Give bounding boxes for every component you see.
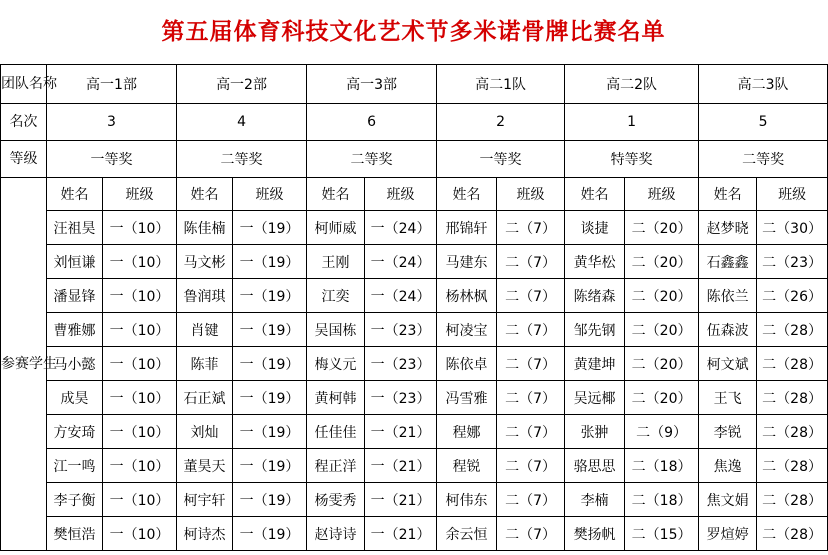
- student-class: 一（19）: [233, 483, 307, 517]
- student-class: 二（26）: [757, 279, 828, 313]
- student-class: 二（20）: [625, 245, 699, 279]
- student-class: 二（18）: [625, 483, 699, 517]
- student-class: 一（10）: [103, 517, 177, 551]
- student-name: 邢锦轩: [437, 211, 497, 245]
- student-name: 樊扬帆: [565, 517, 625, 551]
- name-column-header: 姓名: [307, 178, 365, 211]
- student-class: 一（19）: [233, 415, 307, 449]
- team-rank: 5: [699, 104, 828, 141]
- student-class: 一（10）: [103, 279, 177, 313]
- student-name: 江一鸣: [47, 449, 103, 483]
- student-name: 焦逸: [699, 449, 757, 483]
- student-class: 二（7）: [497, 415, 565, 449]
- student-name: 程正洋: [307, 449, 365, 483]
- student-class: 一（21）: [365, 483, 437, 517]
- student-class: 一（19）: [233, 211, 307, 245]
- student-class: 二（7）: [497, 347, 565, 381]
- student-name: 马文彬: [177, 245, 233, 279]
- student-name: 柯伟东: [437, 483, 497, 517]
- student-name: 骆思思: [565, 449, 625, 483]
- student-class: 一（19）: [233, 381, 307, 415]
- student-class: 一（19）: [233, 347, 307, 381]
- student-class: 二（30）: [757, 211, 828, 245]
- student-class: 一（19）: [233, 313, 307, 347]
- student-name: 石正斌: [177, 381, 233, 415]
- student-class: 二（23）: [757, 245, 828, 279]
- class-column-header: 班级: [365, 178, 437, 211]
- team-grade: 特等奖: [565, 141, 699, 178]
- student-class: 二（28）: [757, 449, 828, 483]
- student-name: 吴远椰: [565, 381, 625, 415]
- table-row: [1, 483, 828, 517]
- student-name: 陈菲: [177, 347, 233, 381]
- team-grade: 二等奖: [307, 141, 437, 178]
- student-name: 董昊天: [177, 449, 233, 483]
- team-grade: 二等奖: [699, 141, 828, 178]
- roster-table: [0, 64, 828, 551]
- student-name: 陈依兰: [699, 279, 757, 313]
- student-name: 杨雯秀: [307, 483, 365, 517]
- student-name: 黄建坤: [565, 347, 625, 381]
- student-name: 谈捷: [565, 211, 625, 245]
- student-class: 二（7）: [497, 449, 565, 483]
- team-name: 高二3队: [699, 65, 828, 104]
- team-name: 高一2部: [177, 65, 307, 104]
- table-row: [1, 415, 828, 449]
- student-name: 张翀: [565, 415, 625, 449]
- student-class: 一（10）: [103, 449, 177, 483]
- table-row: [1, 449, 828, 483]
- team-name: 高一1部: [47, 65, 177, 104]
- student-class: 一（10）: [103, 211, 177, 245]
- student-name: 赵诗诗: [307, 517, 365, 551]
- student-name: 柯凌宝: [437, 313, 497, 347]
- student-class: 一（10）: [103, 245, 177, 279]
- grade-row: [1, 141, 828, 178]
- student-name: 陈佳楠: [177, 211, 233, 245]
- student-name: 焦文娟: [699, 483, 757, 517]
- team-grade: 一等奖: [437, 141, 565, 178]
- student-name: 潘显锋: [47, 279, 103, 313]
- team-rank: 6: [307, 104, 437, 141]
- table-row: [1, 381, 828, 415]
- student-class: 一（24）: [365, 245, 437, 279]
- student-name: 鲁润琪: [177, 279, 233, 313]
- team-grade: 一等奖: [47, 141, 177, 178]
- student-class: 一（21）: [365, 449, 437, 483]
- table-row: [1, 517, 828, 551]
- student-class: 二（7）: [497, 381, 565, 415]
- student-name: 王刚: [307, 245, 365, 279]
- student-name: 陈绪森: [565, 279, 625, 313]
- student-name: 杨林枫: [437, 279, 497, 313]
- student-class: 一（21）: [365, 517, 437, 551]
- student-class: 二（28）: [757, 517, 828, 551]
- class-column-header: 班级: [233, 178, 307, 211]
- class-column-header: 班级: [497, 178, 565, 211]
- table-row: [1, 347, 828, 381]
- student-class: 二（28）: [757, 313, 828, 347]
- name-column-header: 姓名: [47, 178, 103, 211]
- participants-label: 参赛学生: [1, 178, 47, 551]
- student-class: 一（23）: [365, 347, 437, 381]
- student-name: 任佳佳: [307, 415, 365, 449]
- class-column-header: 班级: [625, 178, 699, 211]
- team-label: 团队名称: [1, 65, 47, 104]
- student-name: 程娜: [437, 415, 497, 449]
- student-class: 一（19）: [233, 245, 307, 279]
- student-name: 陈依卓: [437, 347, 497, 381]
- team-rank: 4: [177, 104, 307, 141]
- page-title: 第五届体育科技文化艺术节多米诺骨牌比赛名单: [161, 18, 666, 45]
- student-name: 余云恒: [437, 517, 497, 551]
- student-name: 马建东: [437, 245, 497, 279]
- student-name: 樊恒浩: [47, 517, 103, 551]
- table-body: [1, 65, 828, 551]
- student-class: 二（28）: [757, 347, 828, 381]
- student-name: 李子衡: [47, 483, 103, 517]
- student-class: 一（19）: [233, 517, 307, 551]
- table-row: [1, 245, 828, 279]
- student-name: 肖键: [177, 313, 233, 347]
- student-name: 刘灿: [177, 415, 233, 449]
- table-row: [1, 211, 828, 245]
- student-name: 李锐: [699, 415, 757, 449]
- student-name: 黄柯韩: [307, 381, 365, 415]
- team-rank: 1: [565, 104, 699, 141]
- student-class: 二（28）: [757, 483, 828, 517]
- student-class: 二（28）: [757, 381, 828, 415]
- student-class: 一（24）: [365, 279, 437, 313]
- student-class: 一（10）: [103, 313, 177, 347]
- rank-row: [1, 104, 828, 141]
- student-class: 二（7）: [497, 245, 565, 279]
- student-name: 李楠: [565, 483, 625, 517]
- student-name: 冯雪雅: [437, 381, 497, 415]
- student-name: 江奕: [307, 279, 365, 313]
- student-class: 一（10）: [103, 415, 177, 449]
- student-name: 邹先钢: [565, 313, 625, 347]
- student-name: 赵梦晓: [699, 211, 757, 245]
- class-column-header: 班级: [103, 178, 177, 211]
- name-column-header: 姓名: [177, 178, 233, 211]
- student-class: 一（24）: [365, 211, 437, 245]
- student-class: 二（7）: [497, 313, 565, 347]
- student-name: 曹雅娜: [47, 313, 103, 347]
- team-name: 高二1队: [437, 65, 565, 104]
- team-rank: 2: [437, 104, 565, 141]
- student-class: 一（23）: [365, 313, 437, 347]
- student-name: 柯宇轩: [177, 483, 233, 517]
- class-column-header: 班级: [757, 178, 828, 211]
- student-class: 二（7）: [497, 517, 565, 551]
- student-class: 二（7）: [497, 483, 565, 517]
- team-name: 高一3部: [307, 65, 437, 104]
- team-grade: 二等奖: [177, 141, 307, 178]
- student-name: 罗煊婷: [699, 517, 757, 551]
- team-rank: 3: [47, 104, 177, 141]
- team-row: [1, 65, 828, 104]
- student-class: 二（28）: [757, 415, 828, 449]
- student-class: 二（20）: [625, 347, 699, 381]
- student-name: 梅义元: [307, 347, 365, 381]
- student-class: 二（7）: [497, 279, 565, 313]
- student-name: 吴国栋: [307, 313, 365, 347]
- student-class: 一（19）: [233, 449, 307, 483]
- grade-label: 等级: [1, 141, 47, 178]
- student-class: 二（15）: [625, 517, 699, 551]
- student-name: 方安琦: [47, 415, 103, 449]
- student-name: 黄华松: [565, 245, 625, 279]
- student-class: 二（20）: [625, 313, 699, 347]
- student-name: 成昊: [47, 381, 103, 415]
- student-name: 王飞: [699, 381, 757, 415]
- student-class: 二（20）: [625, 211, 699, 245]
- name-column-header: 姓名: [437, 178, 497, 211]
- student-class: 一（23）: [365, 381, 437, 415]
- student-class: 一（10）: [103, 483, 177, 517]
- student-class: 二（18）: [625, 449, 699, 483]
- student-name: 柯师威: [307, 211, 365, 245]
- student-class: 二（20）: [625, 381, 699, 415]
- rank-label: 名次: [1, 104, 47, 141]
- name-column-header: 姓名: [699, 178, 757, 211]
- participants-header-row: [1, 178, 828, 211]
- student-name: 汪祖昊: [47, 211, 103, 245]
- table-row: [1, 313, 828, 347]
- student-class: 一（10）: [103, 347, 177, 381]
- team-name: 高二2队: [565, 65, 699, 104]
- student-name: 马小懿: [47, 347, 103, 381]
- student-class: 二（7）: [497, 211, 565, 245]
- student-name: 伍森波: [699, 313, 757, 347]
- student-class: 二（20）: [625, 279, 699, 313]
- student-class: 一（19）: [233, 279, 307, 313]
- name-column-header: 姓名: [565, 178, 625, 211]
- student-name: 程锐: [437, 449, 497, 483]
- table-row: [1, 279, 828, 313]
- student-name: 柯文斌: [699, 347, 757, 381]
- student-class: 一（10）: [103, 381, 177, 415]
- student-name: 刘恒谦: [47, 245, 103, 279]
- student-name: 柯诗杰: [177, 517, 233, 551]
- student-name: 石鑫鑫: [699, 245, 757, 279]
- student-class: 一（21）: [365, 415, 437, 449]
- student-class: 二（9）: [625, 415, 699, 449]
